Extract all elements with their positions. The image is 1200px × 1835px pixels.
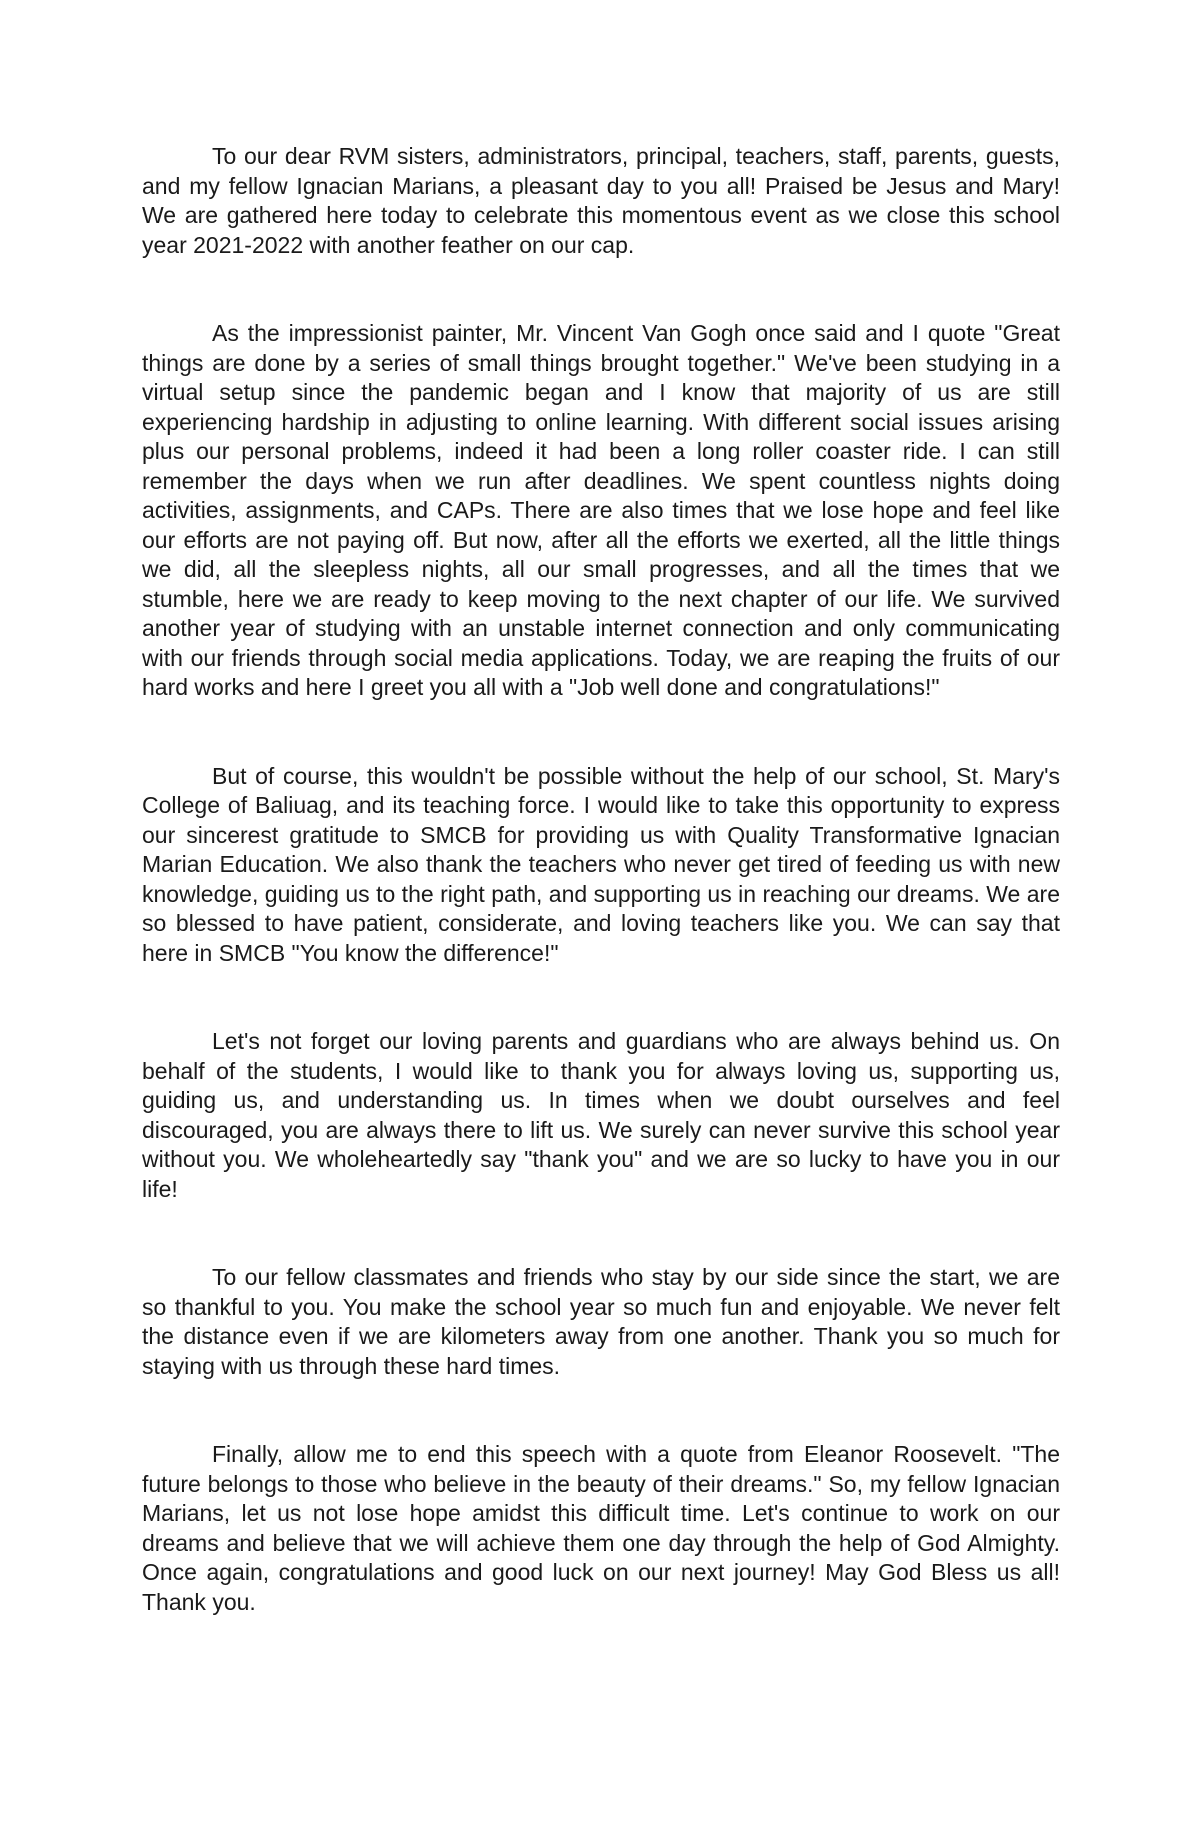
paragraph-classmates-gratitude: To our fellow classmates and friends who stay by our side since the start, we are so thankful to you. You make the school year so much fun and enjoyable. We never felt the distance even if we are kilometers away from one another. Thank you so much for staying with us through these hard times. [142,1264,1060,1379]
speech-body [142,142,1060,1676]
paragraph-parents-gratitude: Let's not forget our loving parents and guardians who are always behind us. On behalf of the students, I would like to thank you for always loving us, supporting us, guiding us, and understanding us. In times when we doubt ourselves and feel discouraged, you are always there to lift us. We surely can never survive this school year without you. We wholeheartedly say "thank you" and we are so lucky to have you in our life! [142,1028,1060,1202]
paragraph-school-gratitude: But of course, this wouldn't be possible without the help of our school, St. Mary's College of Baliuag, and its teaching force. I would like to take this opportunity to express our sincerest gratitude to SMCB for providing us with Quality Transformative Ignacian Marian Education. We also thank the teachers who never get tired of feeding us with new knowledge, guiding us to the right path, and supporting us in reaching our dreams. We are so blessed to have patient, considerate, and loving teachers like you. We can say that here in SMCB "You know the difference!" [142,762,1060,966]
paragraph-van-gogh-quote: As the impressionist painter, Mr. Vincent Van Gogh once said and I quote "Great things are done by a series of small things brought together." We've been studying in a virtual setup since the pandemic began and I know that majority of us are still experiencing hardship in adjusting to online learning. With different social issues arising plus our personal problems, indeed it had been a long roller coaster ride. I can still remember the days when we run after deadlines. We spent countless nights doing activities, assignments, and CAPs. There are also times that we lose hope and feel like our efforts are not paying off. But now, after all the efforts we exerted, all the little things we did, all the sleepless nights, all our small progresses, and all the times that we stumble, here we are ready to keep moving to the next chapter of our life. We survived another year of studying with an unstable internet connection and only communicating with our friends through social media applications. Today, we are reaping the fruits of our hard works and here I greet you all with a "Job well done and congratulations!" [142,320,1060,700]
paragraph-greeting: To our dear RVM sisters, administrators, principal, teachers, staff, parents, guests, and my fellow Ignacian Marians, a pleasant day to you all! Praised be Jesus and Mary! We are gathered here today to celebrate this momentous event as we close this school year 2021-2022 with another feather on our cap. [142,143,1060,258]
paragraph-closing: Finally, allow me to end this speech with a quote from Eleanor Roosevelt. "The future belongs to those who believe in the beauty of their dreams." So, my fellow Ignacian Marians, let us not lose hope amidst this difficult time. Let's continue to work on our dreams and believe that we will achieve them one day through the help of God Almighty. Once again, congratulations and good luck on our next journey! May God Bless us all! Thank you. [142,1441,1060,1615]
